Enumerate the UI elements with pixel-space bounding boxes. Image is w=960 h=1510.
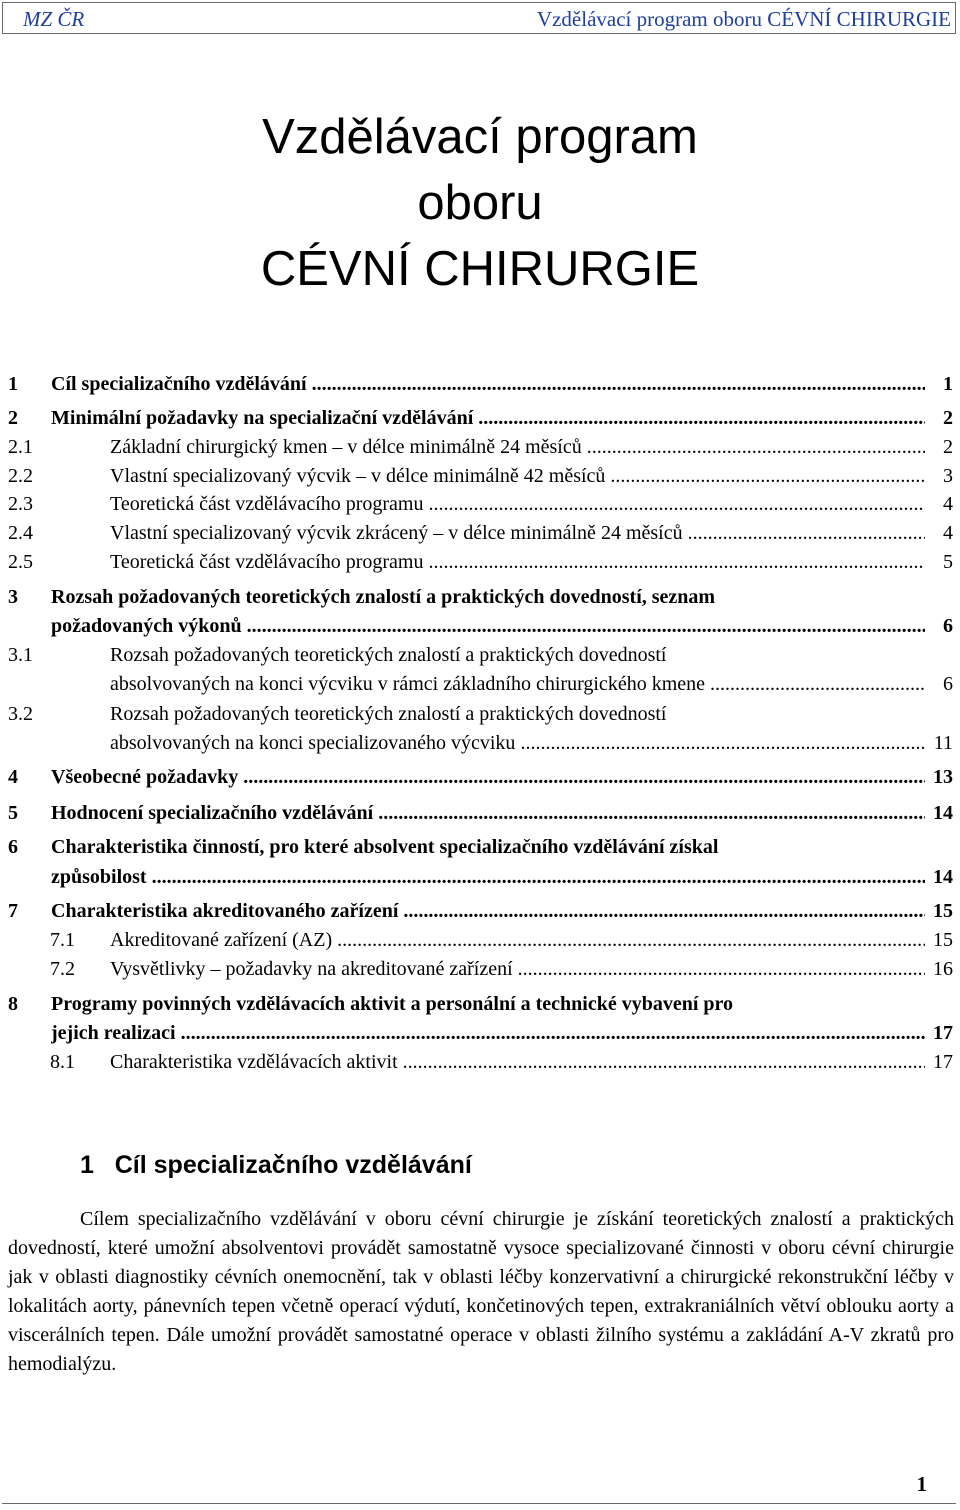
toc-page: 15: [933, 929, 953, 951]
toc-entry-3-2-continued[interactable]: [8, 728, 953, 758]
document-title-line-1: Vzdělávací program: [262, 110, 698, 164]
toc-number: 7: [8, 900, 18, 922]
toc-title-line-1: Rozsah požadovaných teoretických znalostí a praktických dovedností: [110, 644, 667, 666]
toc-entry-3-1-continued[interactable]: [8, 669, 953, 699]
toc-title: Charakteristika vzdělávacích aktivit .....: [110, 1047, 925, 1077]
toc-entry-2[interactable]: [8, 403, 953, 433]
toc-number: 3.1: [8, 644, 33, 666]
toc-title: Všeobecné požadavky .....: [51, 762, 925, 792]
toc-title: Vlastní specializovaný výcvik zkrácený – v délce minimálně 24 měsíců .....: [110, 518, 925, 548]
header-ministry: MZ ČR: [23, 7, 85, 31]
toc-page: 1: [943, 373, 953, 395]
toc-number: 2.1: [8, 436, 33, 458]
toc-page: 11: [933, 732, 953, 754]
toc-page: 14: [933, 802, 953, 824]
toc-title: Teoretická část vzdělávacího programu .....: [110, 489, 925, 519]
toc-entry-3-1[interactable]: [8, 640, 953, 670]
toc-number: 2.4: [8, 522, 33, 544]
toc-entry-8[interactable]: [8, 989, 953, 1019]
section-title: Cíl specializačního vzdělávání: [114, 1151, 472, 1179]
header-document-title: Vzdělávací program oboru CÉVNÍ CHIRURGIE: [536, 7, 951, 31]
toc-title-line-2: absolvovaných na konci specializovaného výcviku .....: [110, 728, 925, 758]
toc-title-line-1: Charakteristika činností, pro které absolvent specializačního vzdělávání získal: [51, 836, 719, 858]
toc-page: 14: [933, 866, 953, 888]
toc-title: Charakteristika akreditovaného zařízení .....: [51, 896, 925, 926]
toc-number: 4: [8, 766, 18, 788]
toc-title: Akreditované zařízení (AZ) .....: [110, 925, 925, 955]
toc-number: 1: [8, 373, 18, 395]
toc-number: 7.2: [50, 958, 75, 980]
footer-divider: [2, 1503, 956, 1504]
toc-page: 17: [933, 1022, 953, 1044]
toc-entry-1[interactable]: [8, 369, 953, 399]
toc-entry-2-2[interactable]: [8, 461, 953, 491]
toc-entry-6-continued[interactable]: [8, 862, 953, 892]
toc-entry-2-4[interactable]: [8, 518, 953, 548]
toc-page: 2: [943, 436, 953, 458]
toc-entry-7-2[interactable]: [8, 954, 953, 984]
toc-title: Vlastní specializovaný výcvik – v délce minimálně 42 měsíců .....: [110, 461, 925, 491]
toc-number: 3.2: [8, 703, 33, 725]
toc-entry-7[interactable]: [8, 896, 953, 926]
toc-page: 13: [933, 766, 953, 788]
toc-title-line-2: způsobilost .....: [51, 862, 925, 892]
toc-number: 2: [8, 407, 18, 429]
toc-page: 4: [943, 493, 953, 515]
toc-title: Minimální požadavky na specializační vzdělávání .....: [51, 403, 925, 433]
section-paragraph: Cílem specializačního vzdělávání v oboru cévní chirurgie je získání teoretických znalostí a praktických dovedností, které umožní absolventovi provádět samostatně vysoce specializované činnosti v oboru cévní chirurgie jak v oblasti diagnostiky cévních onemocnění, tak v oblasti léčby konzervativní a chirurgické rekonstrukční léčby v lokalitách aorty, pánevních tepen včetně operací výdutí, končetinových tepen, extrakraniálních větví oblouku aorty a viscerálních tepen. Dále umožní provádět samostatné operace v oblasti žilního systému a zakládání A-V zkratů pro hemodialýzu.: [8, 1208, 954, 1375]
toc-page: 5: [943, 551, 953, 573]
toc-entry-3-continued[interactable]: [8, 611, 953, 641]
toc-title: Hodnocení specializačního vzdělávání .....: [51, 798, 925, 828]
toc-page: 15: [933, 900, 953, 922]
toc-entry-7-1[interactable]: [8, 925, 953, 955]
toc-page: 6: [943, 673, 953, 695]
document-title-line-2: oboru: [417, 176, 543, 230]
toc-number: 8.1: [50, 1051, 75, 1073]
toc-number: 5: [8, 802, 18, 824]
toc-entry-3-2[interactable]: [8, 699, 953, 729]
toc-entry-2-5[interactable]: [8, 547, 953, 577]
toc-title-line-2: jejich realizaci .....: [51, 1018, 925, 1048]
toc-entry-2-3[interactable]: [8, 489, 953, 519]
toc-entry-4[interactable]: [8, 762, 953, 792]
toc-title-line-2: požadovaných výkonů .....: [51, 611, 925, 641]
toc-title: Vysvětlivky – požadavky na akreditované zařízení .....: [110, 954, 925, 984]
section-number: 1: [80, 1151, 94, 1179]
toc-number: 2.2: [8, 465, 33, 487]
toc-page: 16: [933, 958, 953, 980]
toc-title: Základní chirurgický kmen – v délce minimálně 24 měsíců .....: [110, 432, 925, 462]
toc-entry-6[interactable]: [8, 832, 953, 862]
toc-title-line-1: Rozsah požadovaných teoretických znalostí a praktických dovedností, seznam: [51, 586, 716, 608]
toc-entry-2-1[interactable]: [8, 432, 953, 462]
toc-number: 6: [8, 836, 18, 858]
toc-number: 3: [8, 586, 18, 608]
toc-title-line-1: Rozsah požadovaných teoretických znalostí a praktických dovedností: [110, 703, 667, 725]
toc-title-line-1: Programy povinných vzdělávacích aktivit a personální a technické vybavení pro: [51, 993, 734, 1015]
document-title-line-3: CÉVNÍ CHIRURGIE: [260, 242, 700, 296]
toc-number: 2.3: [8, 493, 33, 515]
toc-page: 17: [933, 1051, 953, 1073]
toc-number: 8: [8, 993, 18, 1015]
toc-number: 2.5: [8, 551, 33, 573]
toc-entry-8-1[interactable]: [8, 1047, 953, 1077]
toc-title-line-2: absolvovaných na konci výcviku v rámci základního chirurgického kmene .....: [110, 669, 925, 699]
toc-page: 4: [943, 522, 953, 544]
toc-page: 6: [943, 615, 953, 637]
toc-number: 7.1: [50, 929, 75, 951]
toc-entry-3[interactable]: [8, 582, 953, 612]
toc-page: 3: [943, 465, 953, 487]
toc-entry-5[interactable]: [8, 798, 953, 828]
toc-title: Cíl specializačního vzdělávání .....: [51, 369, 925, 399]
toc-page: 2: [943, 407, 953, 429]
page-number: 1: [916, 1472, 927, 1496]
section-heading: [80, 1145, 472, 1185]
toc-title: Teoretická část vzdělávacího programu .....: [110, 547, 925, 577]
toc-entry-8-continued[interactable]: [8, 1018, 953, 1048]
